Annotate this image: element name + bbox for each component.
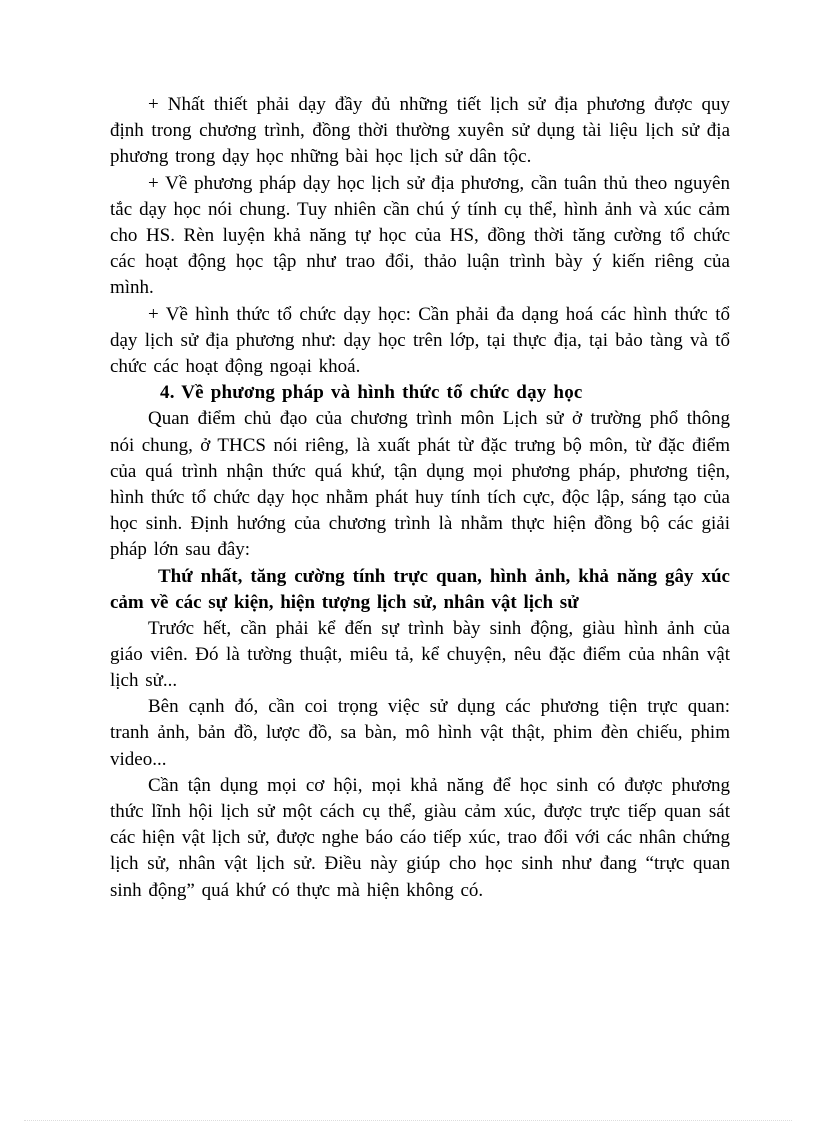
- paragraph-teaching-methods: + Về phương pháp dạy học lịch sử địa phương, cần tuân thủ theo nguyên tắc dạy học nói chung. Tuy nhiên cần chú ý tính cụ thể, hình ảnh và xúc cảm cho HS. Rèn luyện khả năng tự học của HS, đồng thời tăng cường tổ chức các hoạt động học tập như trao đổi, thảo luận trình bày ý kiến riêng của mình.: [110, 172, 730, 299]
- document-page: [110, 92, 730, 904]
- paragraph-teacher-presentation: Trước hết, cần phải kể đến sự trình bày sinh động, giàu hình ảnh của giáo viên. Đó là tường thuật, miêu tả, kể chuyện, nêu đặc điểm của nhân vật lịch sử...: [110, 617, 730, 692]
- paragraph-visual-aids: Bên cạnh đó, cần coi trọng việc sử dụng các phương tiện trực quan: tranh ảnh, bản đồ, lược đồ, sa bàn, mô hình vật thật, phim đèn chiếu, phim video...: [110, 696, 730, 770]
- section-heading: 4. Về phương pháp và hình thức tổ chức dạy học: [160, 382, 583, 404]
- paragraph-program-viewpoint: Quan điểm chủ đạo của chương trình môn Lịch sử ở trường phổ thông nói chung, ở THCS nói riêng, là xuất phát từ đặc trưng bộ môn, từ đặc điểm của quá trình nhận thức quá khứ, tận dụng mọi phương pháp, phương tiện, hình thức tổ chức dạy học nhằm phát huy tính tích cực, độc lập, sáng tạo của học sinh. Định hướng của chương trình là nhằm thực hiện đồng bộ các giải pháp lớn sau đây:: [110, 408, 730, 561]
- paragraph-organization-forms: + Về hình thức tổ chức dạy học: Cần phải đa dạng hoá các hình thức tổ dạy lịch sử địa phương như: dạy học trên lớp, tại thực địa, tại bảo tàng và tổ chức các hoạt động ngoại khoá.: [110, 303, 730, 378]
- subsection-heading: Thứ nhất, tăng cường tính trực quan, hình ảnh, khả năng gây xúc cảm về các sự kiện, hiện tượng lịch sử, nhân vật lịch sử: [110, 565, 730, 613]
- page-bottom-divider: [24, 1120, 792, 1121]
- paragraph-direct-experience: Cần tận dụng mọi cơ hội, mọi khả năng để học sinh có được phương thức lĩnh hội lịch sử một cách cụ thể, giàu cảm xúc, được trực tiếp quan sát các hiện vật lịch sử, được nghe báo cáo tiếp xúc, trao đổi với các nhân chứng lịch sử, nhân vật lịch sử. Điều này giúp cho học sinh như đang “trực quan sinh động” quá khứ có thực mà hiện không có.: [110, 774, 730, 901]
- paragraph-mandatory-local-history: + Nhất thiết phải dạy đầy đủ những tiết lịch sử địa phương được quy định trong chương trình, đồng thời thường xuyên sử dụng tài liệu lịch sử địa phương trong dạy học những bài học lịch sử dân tộc.: [110, 94, 730, 168]
